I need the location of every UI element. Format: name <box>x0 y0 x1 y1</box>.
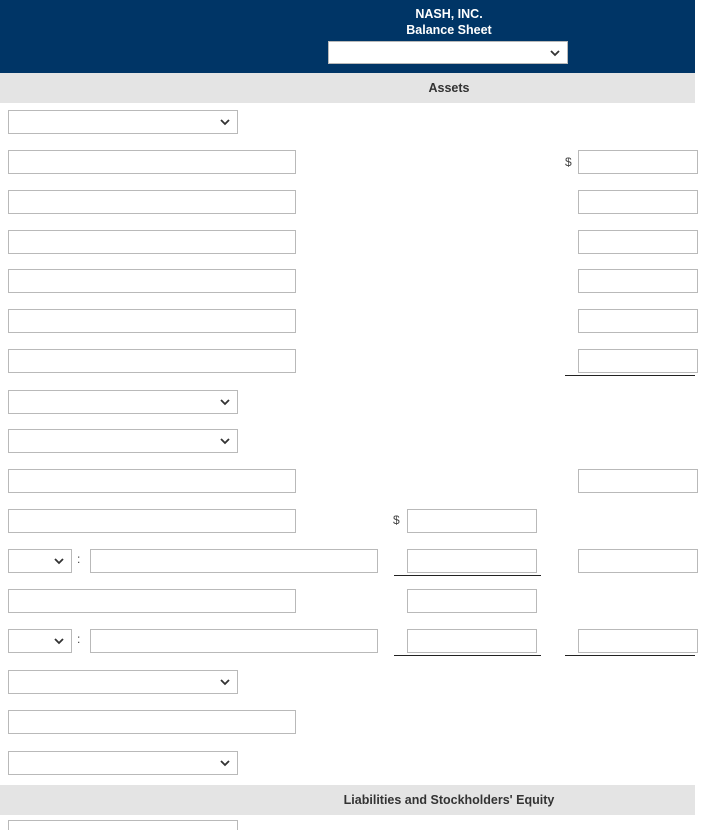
asset-account-input-6[interactable] <box>8 349 296 373</box>
liabilities-section-title: Liabilities and Stockholders' Equity <box>343 793 555 807</box>
chevron-down-icon <box>549 46 561 60</box>
asset-category-select-2[interactable] <box>8 390 238 414</box>
period-select[interactable] <box>328 41 568 64</box>
subtotal-underline <box>394 655 541 656</box>
asset-account-input-9[interactable] <box>8 589 296 613</box>
asset-account-input-5[interactable] <box>8 309 296 333</box>
asset-category-select-4[interactable] <box>8 670 238 694</box>
asset-amount-input-8[interactable] <box>578 549 698 573</box>
asset-amount-input-9[interactable] <box>578 629 698 653</box>
contra-account-input-2[interactable] <box>90 629 378 653</box>
chevron-down-icon <box>219 434 231 448</box>
chevron-down-icon <box>219 756 231 770</box>
separator: : <box>77 552 81 566</box>
liability-category-select-1[interactable] <box>8 820 238 830</box>
asset-subamount-input-4[interactable] <box>407 629 537 653</box>
asset-amount-input-3[interactable] <box>578 230 698 254</box>
asset-account-input-3[interactable] <box>8 230 296 254</box>
asset-account-input-4[interactable] <box>8 269 296 293</box>
asset-category-select-3[interactable] <box>8 429 238 453</box>
statement-title: Balance Sheet <box>406 23 492 37</box>
assets-section-header <box>0 73 695 103</box>
asset-account-input-10[interactable] <box>8 710 296 734</box>
asset-category-select-5[interactable] <box>8 751 238 775</box>
contra-account-select-1[interactable] <box>8 549 72 573</box>
separator: : <box>77 632 81 646</box>
subtotal-underline <box>565 375 695 376</box>
asset-category-select-1[interactable] <box>8 110 238 134</box>
asset-account-input-8[interactable] <box>8 509 296 533</box>
asset-account-input-7[interactable] <box>8 469 296 493</box>
chevron-down-icon <box>219 675 231 689</box>
asset-amount-input-1[interactable] <box>578 150 698 174</box>
asset-amount-input-7[interactable] <box>578 469 698 493</box>
subtotal-underline <box>394 575 541 576</box>
contra-account-select-2[interactable] <box>8 629 72 653</box>
chevron-down-icon <box>219 395 231 409</box>
liabilities-section-header <box>0 785 695 815</box>
asset-account-input-2[interactable] <box>8 190 296 214</box>
asset-account-input-1[interactable] <box>8 150 296 174</box>
statement-header <box>0 0 695 73</box>
dollar-sign: $ <box>393 513 400 527</box>
asset-subamount-input-3[interactable] <box>407 589 537 613</box>
chevron-down-icon <box>53 634 65 648</box>
chevron-down-icon <box>53 554 65 568</box>
asset-subamount-input-2[interactable] <box>407 549 537 573</box>
assets-section-title: Assets <box>428 81 470 95</box>
contra-account-input-1[interactable] <box>90 549 378 573</box>
subtotal-underline <box>565 655 695 656</box>
asset-subamount-input-1[interactable] <box>407 509 537 533</box>
company-name: NASH, INC. <box>415 7 483 21</box>
chevron-down-icon <box>219 115 231 129</box>
asset-amount-input-6[interactable] <box>578 349 698 373</box>
asset-amount-input-4[interactable] <box>578 269 698 293</box>
dollar-sign: $ <box>565 155 572 169</box>
asset-amount-input-2[interactable] <box>578 190 698 214</box>
asset-amount-input-5[interactable] <box>578 309 698 333</box>
